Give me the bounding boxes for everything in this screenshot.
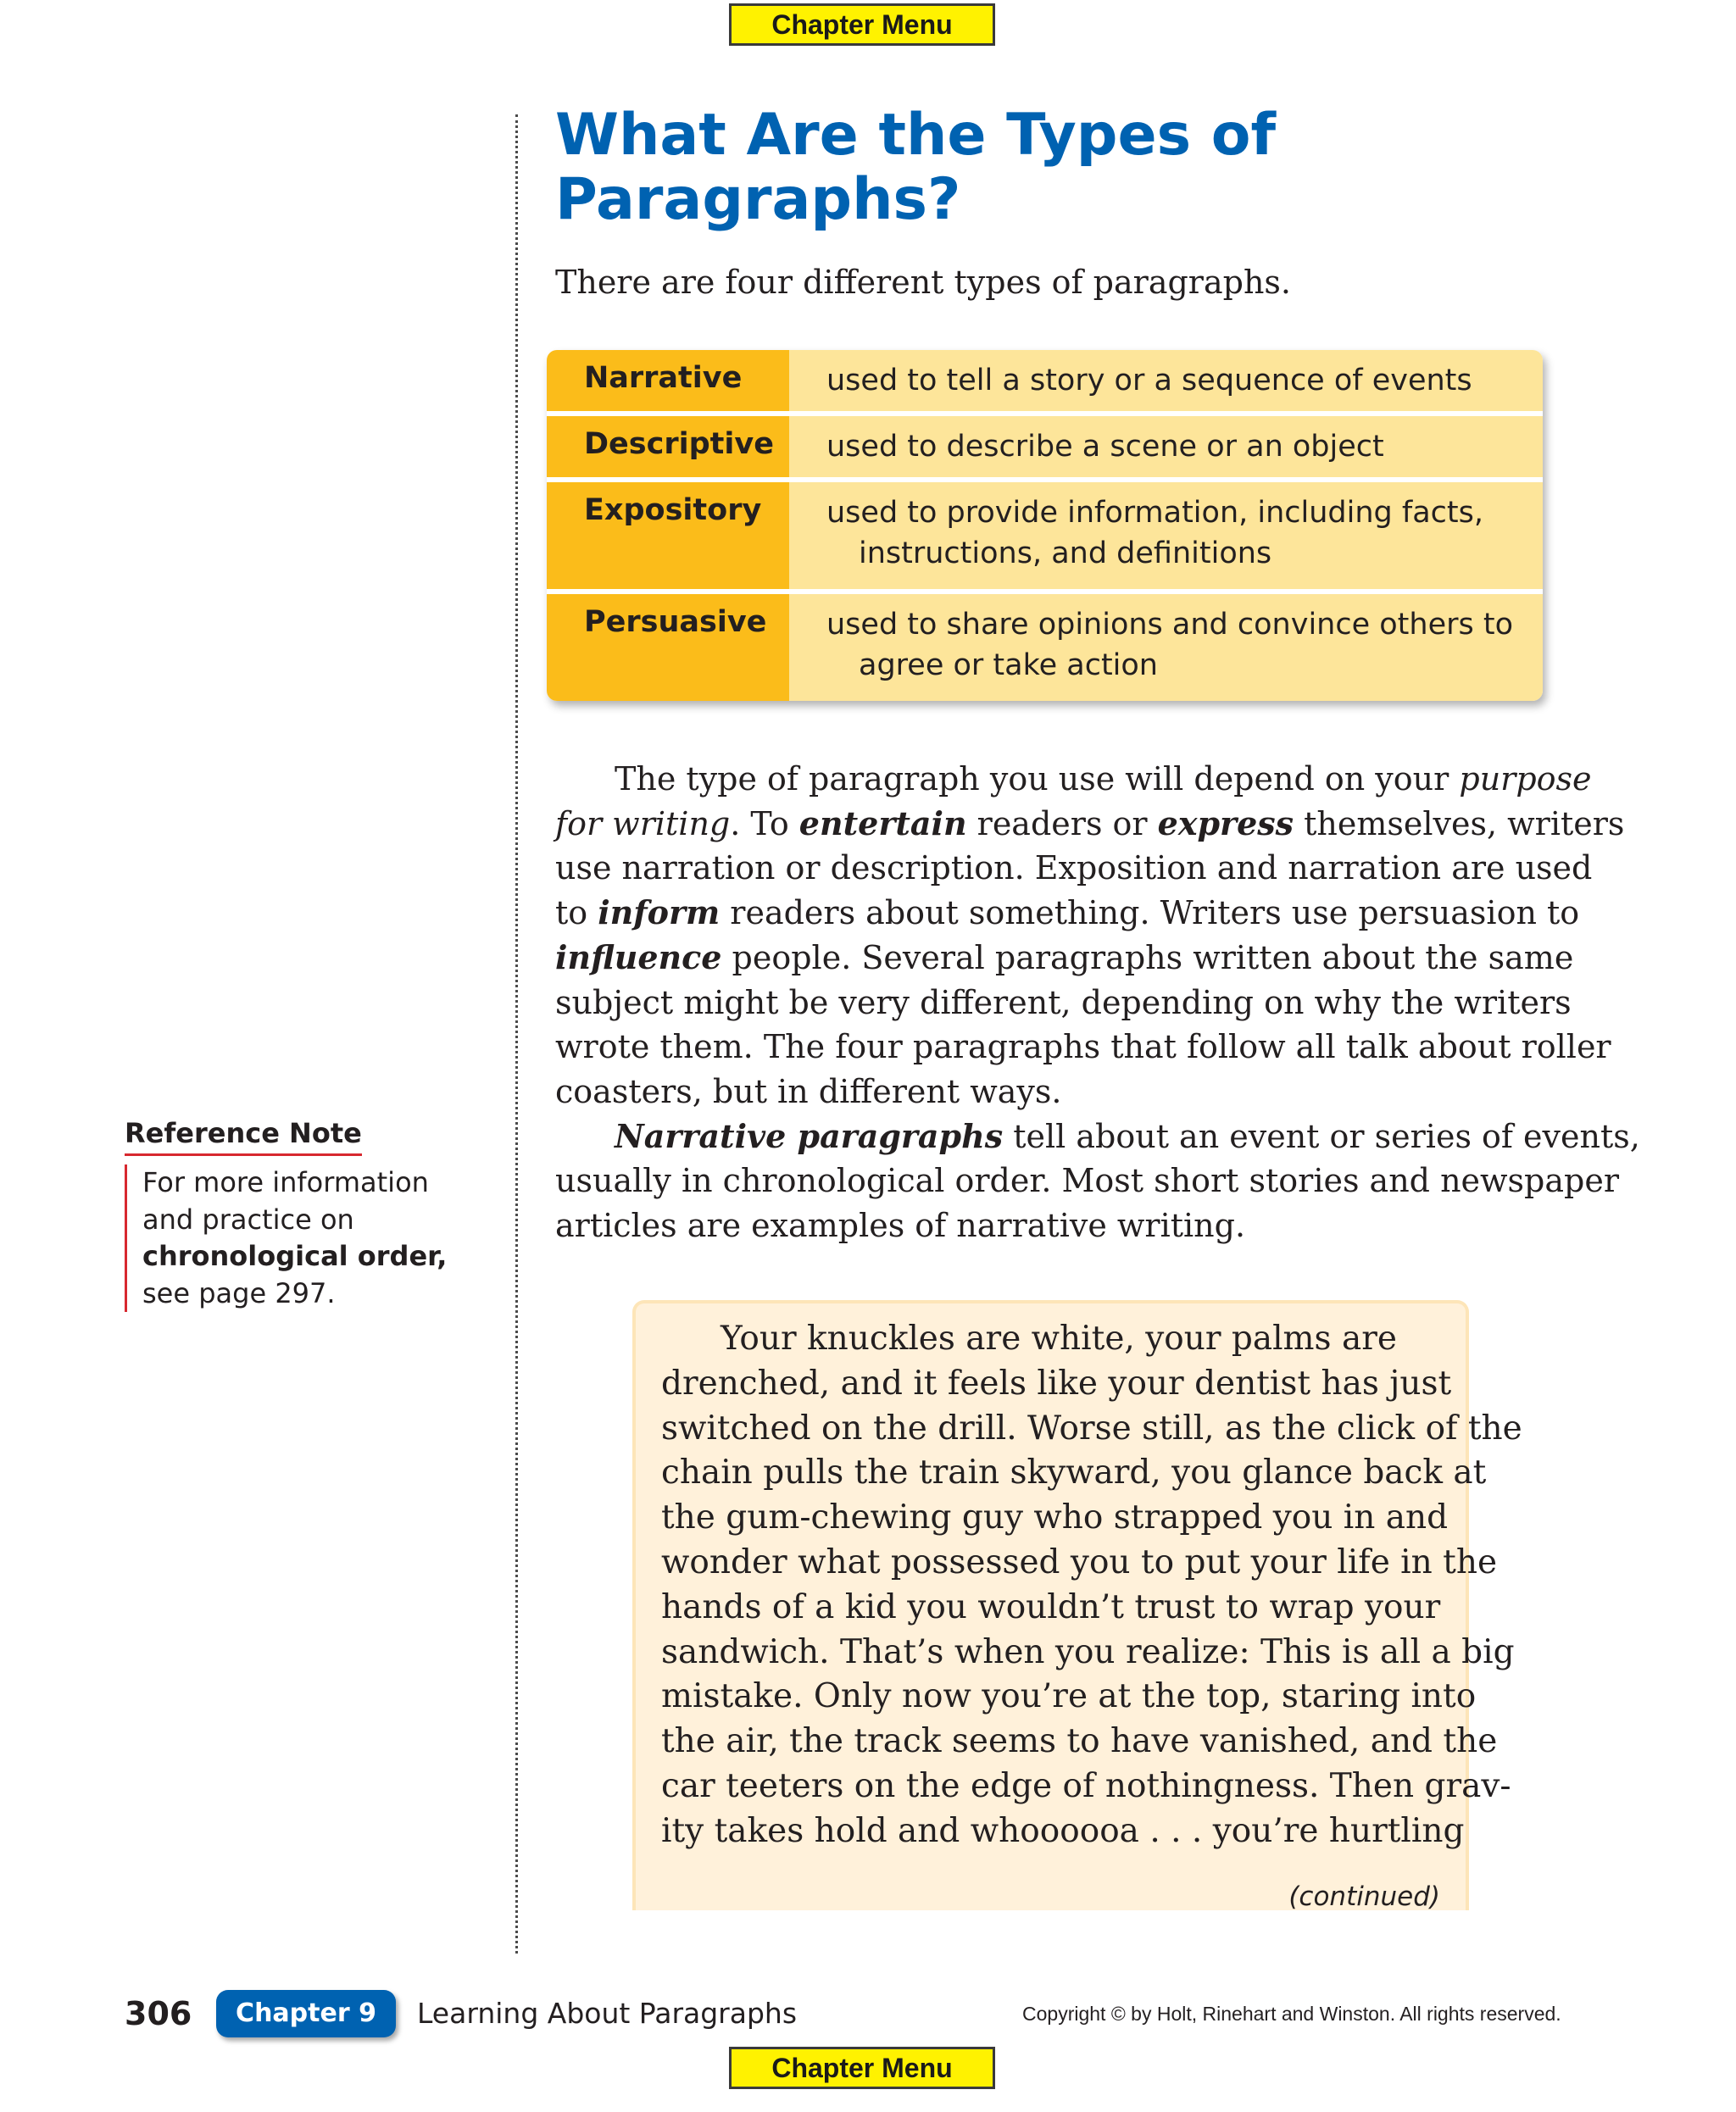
page-title-line-2: Paragraphs? [555,166,961,233]
body-line: subject might be very different, depending on why the writers [555,983,1572,1021]
intro-text: There are four different types of paragraphs. [555,264,1292,301]
text-run: . To [730,804,799,842]
sample-line: car teeters on the edge of nothingness. Then grav- [661,1766,1511,1805]
body-line: articles are examples of narrative writing. [555,1207,1246,1245]
body-line: use narration or description. Exposition and narration are used [555,849,1593,887]
body-line: usually in chronological order. Most short stories and newspaper [555,1162,1620,1200]
type-definition [789,350,1543,411]
definition-line: used to share opinions and convince others to [826,608,1513,642]
sample-line: switched on the drill. Worse still, as the click of the [661,1409,1522,1448]
body-line: wrote them. The four paragraphs that follow all talk about roller [555,1028,1611,1066]
body-line [555,802,1625,847]
type-term-expository: Expository [547,482,789,589]
table-row [547,477,1543,589]
sample-line: drenched, and it feels like your dentist has just [661,1364,1452,1403]
key-term-inform: inform [598,893,721,932]
sample-line: the air, the track seems to have vanished, and the [661,1722,1498,1761]
type-definition [789,416,1543,477]
body-line [555,757,1592,802]
key-term-entertain: entertain [798,803,967,842]
margin-divider [515,114,518,1954]
page-number: 306 [125,1995,192,2032]
definition-line: used to describe a scene or an object [826,430,1384,464]
sample-paragraph-box [632,1300,1522,1912]
reference-note-body [125,1164,498,1312]
type-definition [789,594,1543,701]
note-line: and practice on [142,1203,354,1236]
text-run: people. Several paragraphs written about the same [721,938,1574,976]
emphasis-for-writing: for writing [555,804,731,842]
text-run: tell about an event or series of events, [1003,1117,1640,1155]
sample-line: the gum-chewing guy who strapped you in and [661,1498,1449,1537]
sample-line: mistake. Only now you’re at the top, staring into [661,1677,1477,1716]
reference-note-title: Reference Note [125,1116,362,1156]
text-run: themselves, writers [1294,804,1625,842]
page-title [555,103,1572,232]
text-run: to [555,894,598,932]
sample-line: hands of a kid you wouldn’t trust to wrap your [661,1587,1441,1626]
type-term-narrative: Narrative [547,350,789,411]
text-run: The type of paragraph you use will depend on your [615,760,1460,798]
chapter-tab[interactable]: Chapter 9 [216,1990,396,2037]
chapter-menu-button-top[interactable]: Chapter Menu [729,3,995,46]
definition-line: used to provide information, including facts, [826,496,1483,530]
sample-line: Your knuckles are white, your palms are [721,1320,1397,1358]
sample-line: wonder what possessed you to put your life in the [661,1542,1498,1581]
key-term-narrative-paragraphs: Narrative paragraphs [615,1116,1004,1155]
type-term-descriptive: Descriptive [547,416,789,477]
reference-note [125,1116,498,1312]
definition-line: instructions, and definitions [859,536,1272,570]
table-row [547,350,1543,411]
sample-line: chain pulls the train skyward, you glance back at [661,1453,1487,1492]
body-paragraphs [555,757,1640,1248]
chapter-menu-button-bottom[interactable]: Chapter Menu [729,2047,995,2089]
emphasis-purpose: purpose [1459,760,1592,798]
paragraph-types-table [547,350,1543,701]
definition-line: agree or take action [859,648,1158,682]
text-run: readers or [966,804,1158,842]
definition-line: used to tell a story or a sequence of events [826,364,1472,397]
type-term-persuasive: Persuasive [547,594,789,701]
page-footer [0,1988,1736,2039]
body-line [555,1114,1640,1159]
key-term-influence: influence [555,937,722,976]
chapter-title: Learning About Paragraphs [417,1997,798,2030]
sample-line: sandwich. That’s when you realize: This is all a big [661,1632,1515,1671]
copyright-notice: Copyright © by Holt, Rinehart and Winston. All rights reserved. [1022,2003,1561,2025]
body-line [555,936,1574,981]
continued-label: (continued) [1288,1881,1440,1912]
body-line: coasters, but in different ways. [555,1072,1062,1110]
body-line [555,891,1580,936]
table-row [547,411,1543,477]
note-page-ref: see page 297. [142,1276,336,1309]
type-definition [789,482,1543,589]
page-title-line-1: What Are the Types of [555,102,1277,169]
note-topic: chronological order, [142,1240,448,1272]
sample-line: ity takes hold and whoooooa . . . you’re hurtling [661,1811,1465,1850]
table-row [547,589,1543,701]
text-run: readers about something. Writers use persuasion to [720,894,1580,932]
note-line: For more information [142,1166,429,1198]
key-term-express: express [1157,803,1294,842]
